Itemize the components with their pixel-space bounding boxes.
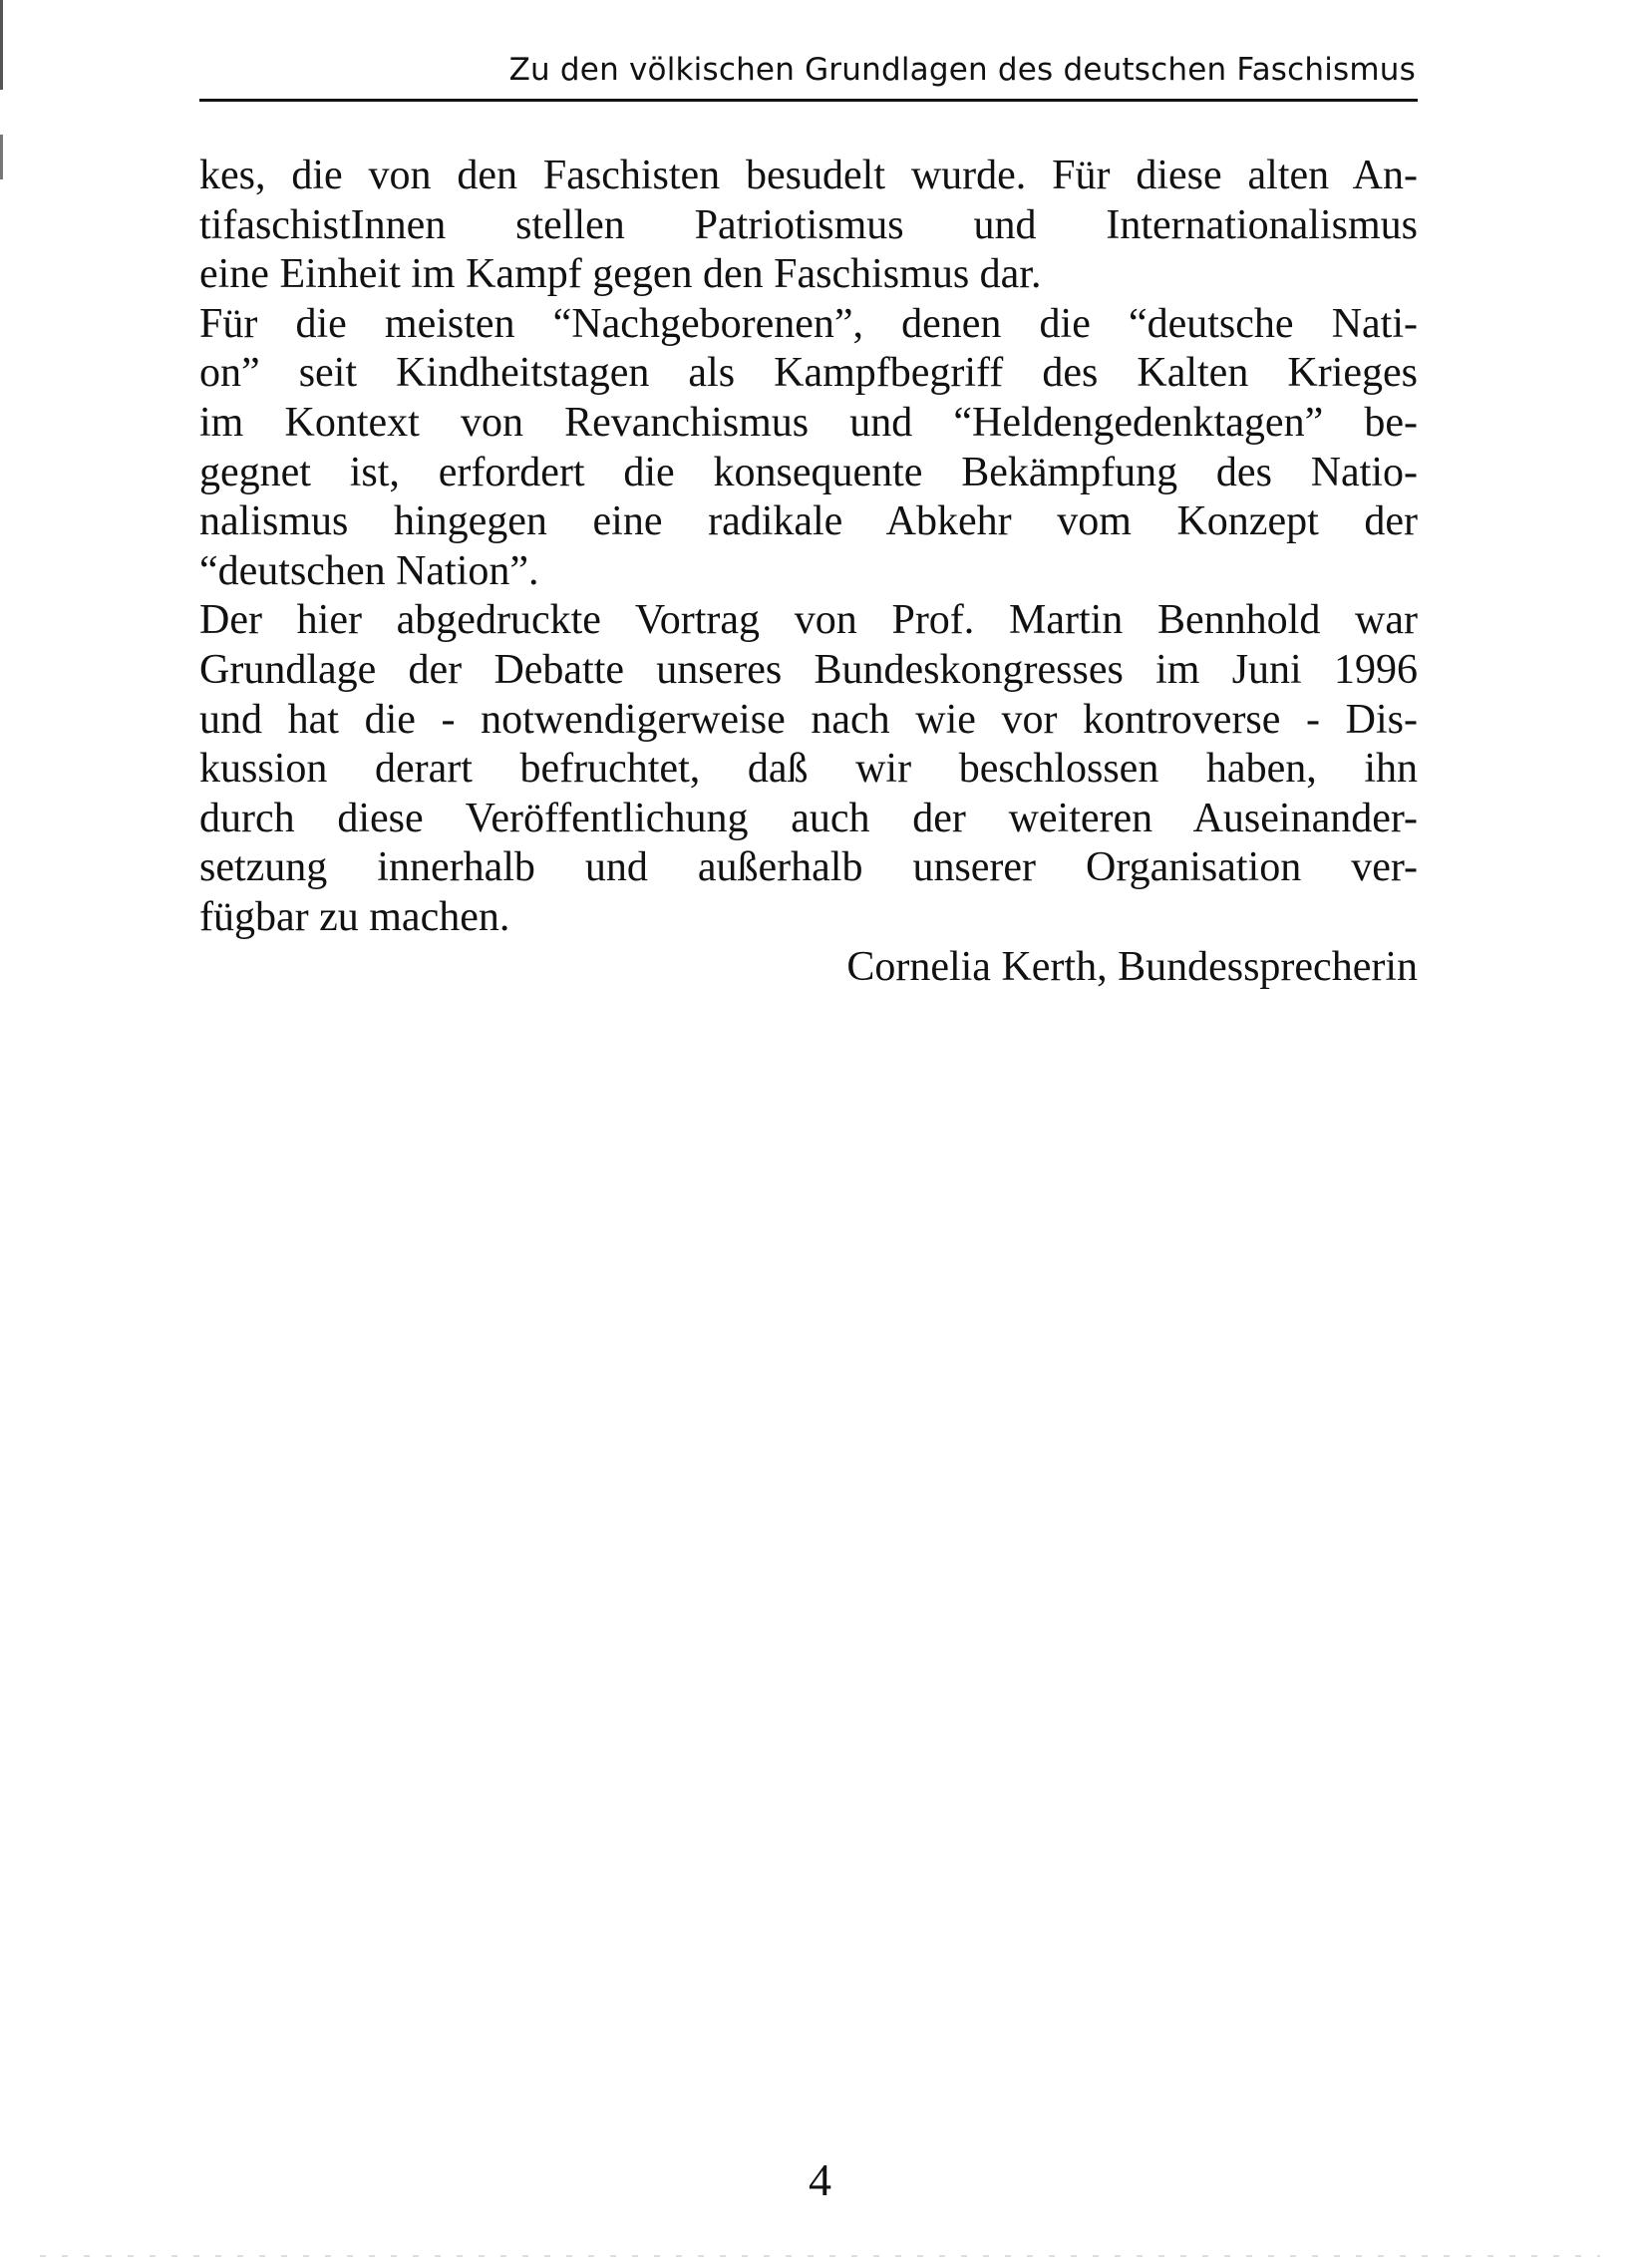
text-line: eine Einheit im Kampf gegen den Faschismus dar. [199, 251, 1042, 298]
running-head: Zu den völkischen Grundlagen des deutschen Faschismus [508, 52, 1416, 88]
text-line: Grundlage der Debatte unseres Bundeskongresses im Juni 1996 [199, 646, 1418, 693]
text-line: nalismus hingegen eine radikale Abkehr vom Konzept der [199, 498, 1418, 545]
text-line: durch diese Veröffentlichung auch der weiteren Auseinander- [199, 795, 1418, 841]
body-text [199, 152, 1418, 992]
text-line: “deutschen Nation”. [199, 547, 539, 594]
text-line: Der hier abgedruckte Vortrag von Prof. Martin Bennhold war [199, 597, 1418, 644]
text-line: Für die meisten “Nachgeborenen”, denen die “deutsche Nati- [199, 300, 1418, 347]
text-line: kes, die von den Faschisten besudelt wurde. Für diese alten An- [199, 153, 1418, 198]
text-line: fügbar zu machen. [199, 893, 510, 940]
signature: Cornelia Kerth, Bundessprecherin [846, 943, 1418, 990]
scan-edge-mark [0, 0, 3, 299]
text-line: tifaschistInnen stellen Patriotismus und Internationalismus [199, 201, 1418, 248]
text-line: on” seit Kindheitstagen als Kampfbegriff des Kalten Krieges [199, 350, 1418, 397]
text-line: kussion derart befruchtet, daß wir beschlossen haben, ihn [199, 746, 1418, 793]
page-number: 4 [809, 2154, 831, 2205]
header-rule [199, 99, 1418, 102]
text-line: und hat die - notwendigerweise nach wie vor kontroverse - Dis- [199, 696, 1418, 743]
scan-bottom-edge [40, 2255, 1600, 2257]
text-line: setzung innerhalb und außerhalb unserer Organisation ver- [199, 844, 1418, 891]
text-line: gegnet ist, erfordert die konsequente Bekämpfung des Natio- [199, 449, 1418, 495]
text-line: im Kontext von Revanchismus und “Heldengedenktagen” be- [199, 399, 1418, 446]
